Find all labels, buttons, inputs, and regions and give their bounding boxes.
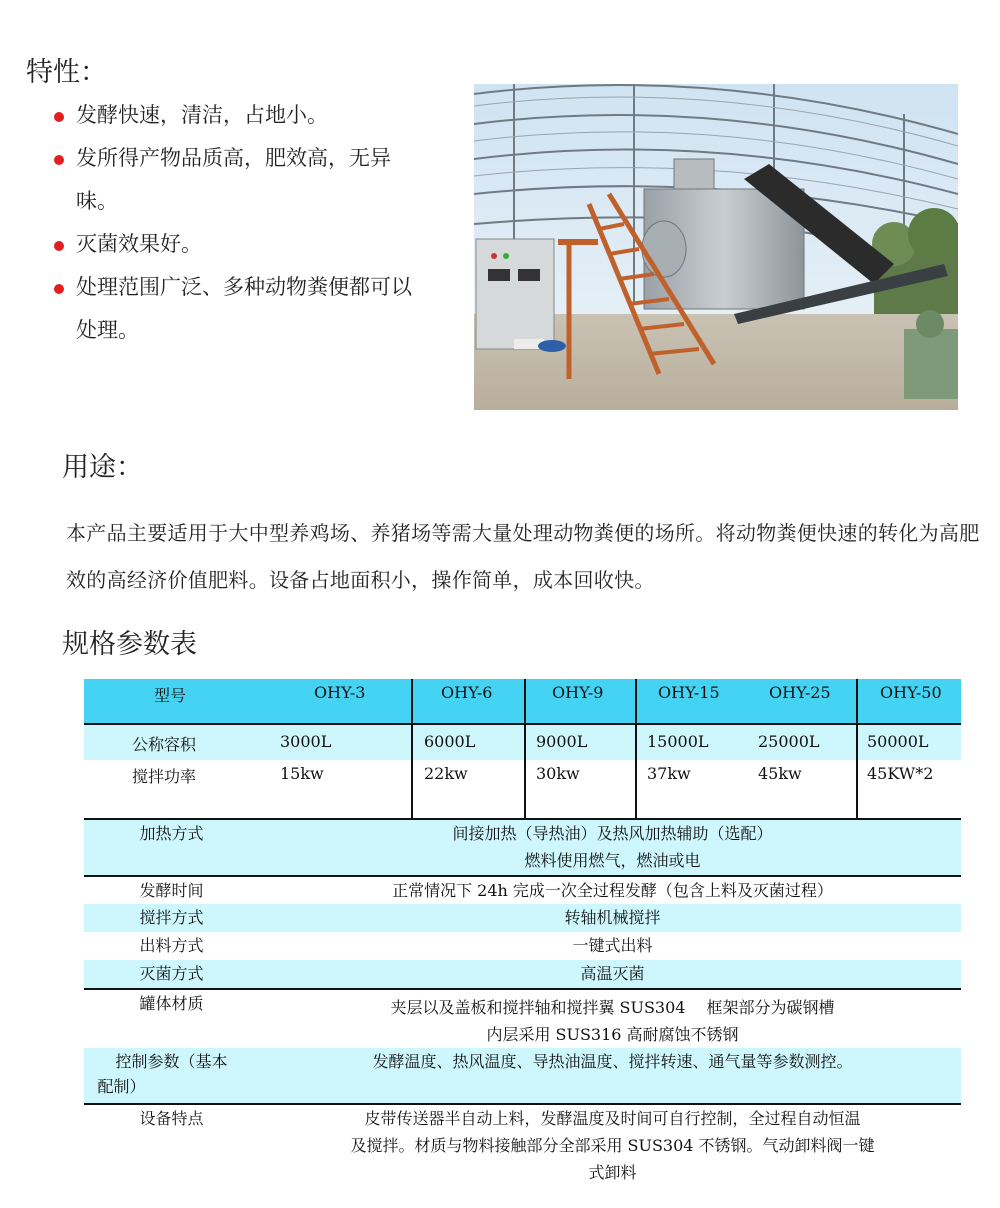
feature-text: 灭菌效果好。 [76,232,202,256]
capacity-value: 25000L [758,732,820,751]
divider [856,679,858,818]
features-label: 设备特点 [139,1109,204,1128]
model-ohy-3: OHY-3 [314,683,366,702]
control-label: 控制参数（基本 [115,1052,228,1071]
material-value: 夹层以及盖板和搅拌轴和搅拌翼 SUS304 框架部分为碳钢槽 [390,998,835,1017]
divider [635,679,637,818]
list-item [48,223,428,266]
material-value: 内层采用 SUS316 高耐腐蚀不锈钢 [486,1025,739,1044]
power-value: 30kw [536,764,580,783]
capacity-label: 公称容积 [132,735,197,754]
spec-heading: 规格参数表 [62,629,197,660]
model-ohy-50: OHY-50 [880,683,942,702]
heating-value: 燃料使用燃气，燃油或电 [524,851,701,870]
divider [84,723,961,725]
features-value: 式卸料 [588,1163,637,1182]
capacity-value: 9000L [536,732,588,751]
usage-heading: 用途： [62,452,143,483]
power-value: 15kw [280,764,324,783]
discharge-label: 出料方式 [139,936,204,955]
power-label: 搅拌功率 [132,767,197,786]
bullet-icon [54,155,64,165]
discharge-value: 一键式出料 [572,936,653,955]
heating-label: 加热方式 [139,824,204,843]
features-value: 及搅拌。材质与物料接触部分全部采用 SUS304 不锈钢。气动卸料阀一键 [350,1136,875,1155]
sterilization-value: 高温灭菌 [580,964,645,983]
table-row [84,760,961,818]
bullet-icon [54,112,64,122]
table-row [84,875,961,904]
bullet-icon [54,241,64,251]
power-value: 37kw [647,764,691,783]
table-header-row [84,679,961,724]
ferment-time-value: 正常情况下 24h 完成一次全过程发酵（包含上料及灭菌过程） [392,881,833,900]
stirring-value: 转轴机械搅拌 [564,908,661,927]
ferment-time-label: 发酵时间 [139,881,204,900]
feature-text: 处理范围广泛、多种动物粪便都可以处理。 [76,275,412,342]
table-row [84,1103,961,1187]
capacity-value: 50000L [867,732,929,751]
composting-machine-photo [474,84,958,410]
power-value: 45KW*2 [867,764,934,783]
power-value: 45kw [758,764,802,783]
table-row [84,818,961,875]
features-heading: 特性： [26,57,107,88]
divider [411,679,413,818]
table-row [84,988,961,1048]
capacity-value: 15000L [647,732,709,751]
table-row [84,724,961,760]
model-label: 型号 [154,686,187,705]
model-ohy-9: OHY-9 [552,683,604,702]
model-ohy-25: OHY-25 [769,683,831,702]
capacity-value: 3000L [280,732,332,751]
list-item [48,137,428,223]
list-item [48,94,428,137]
features-value: 皮带传送器半自动上料，发酵温度及时间可自行控制，全过程自动恒温 [364,1109,861,1128]
control-value: 发酵温度、热风温度、导热油温度、搅拌转速、通气量等参数测控。 [372,1052,853,1071]
model-ohy-15: OHY-15 [658,683,720,702]
table-row [84,904,961,932]
model-ohy-6: OHY-6 [441,683,493,702]
feature-text: 发所得产物品质高，肥效高，无异味。 [76,146,391,213]
control-label: 配制） [97,1077,146,1096]
usage-text: 本产品主要适用于大中型养鸡场、养猪场等需大量处理动物粪便的场所。将动物粪便快速的转化为高肥效的高经济价值肥料。设备占地面积小，操作简单，成本回收快。 [66,521,980,592]
capacity-value: 6000L [424,732,476,751]
spec-table [84,679,961,1187]
table-row [84,932,961,960]
feature-text: 发酵快速，清洁，占地小。 [76,103,328,127]
material-label: 罐体材质 [139,994,204,1013]
power-value: 22kw [424,764,468,783]
bullet-icon [54,284,64,294]
feature-list [48,94,428,352]
divider [524,679,526,818]
stirring-label: 搅拌方式 [139,908,204,927]
table-row [84,1048,961,1103]
table-row [84,960,961,988]
list-item [48,266,428,352]
heating-value: 间接加热（导热油）及热风加热辅助（选配） [452,824,773,843]
sterilization-label: 灭菌方式 [139,964,204,983]
